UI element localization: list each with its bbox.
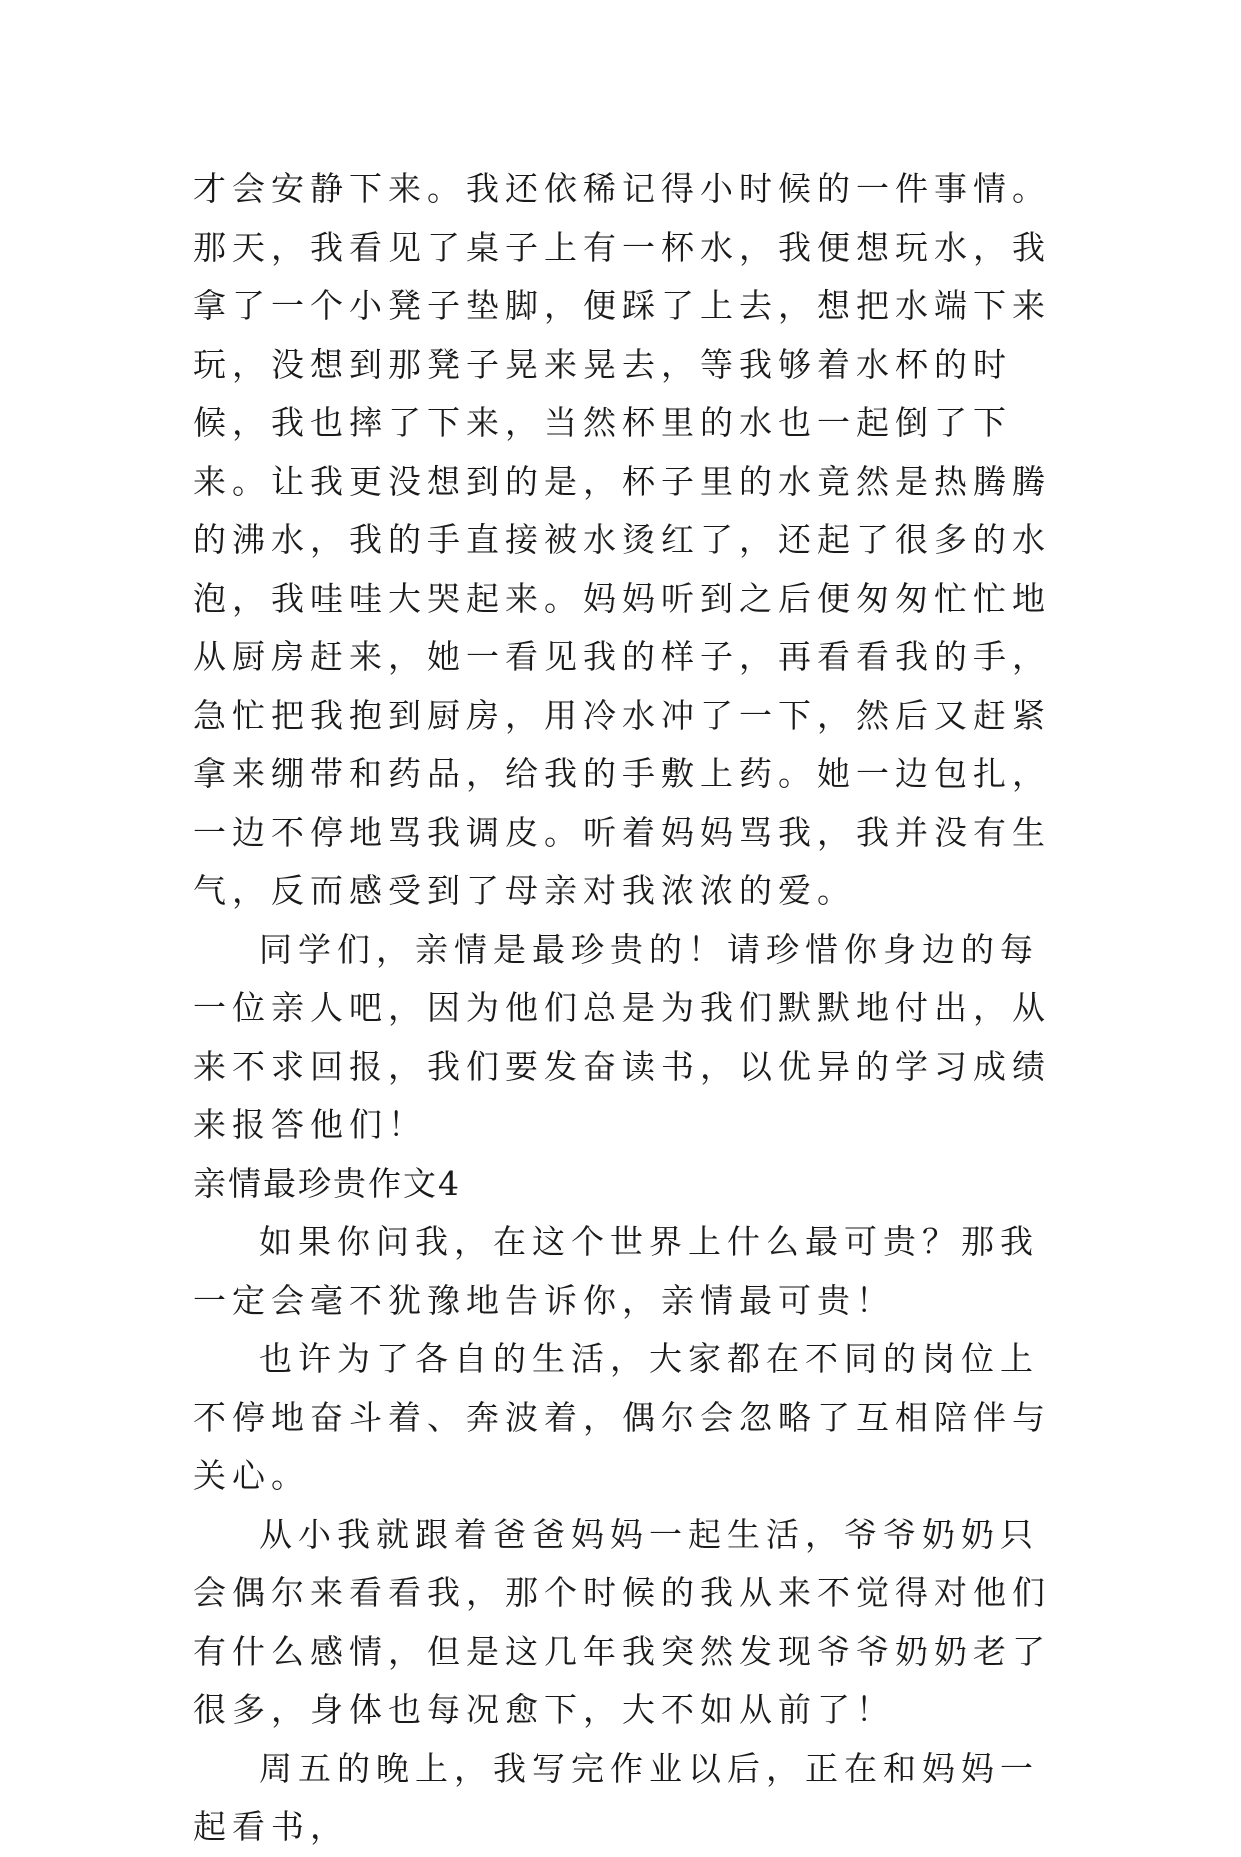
paragraph-conclusion: 同学们，亲情是最珍贵的！请珍惜你身边的每一位亲人吧，因为他们总是为我们默默地付出，从来不求回报，我们要发奋读书，以优异的学习成绩来报答他们！ — [193, 929, 1051, 1144]
paragraph-intro: 如果你问我，在这个世界上什么最可贵？那我一定会毫不犹豫地告诉你，亲情最可贵！ — [193, 1222, 1039, 1320]
paragraph-continued: 才会安静下来。我还依稀记得小时候的一件事情。那天，我看见了桌子上有一杯水，我便想玩水，我拿了一个小凳子垫脚，便踩了上去，想把水端下来玩，没想到那凳子晃来晃去，等我够着水杯的时候，我也摔了下来，当然杯里的水也一起倒了下来。让我更没想到的是，杯子里的水竟然是热腾腾的沸水，我的手直接被水烫红了，还起了很多的水泡，我哇哇大哭起来。妈妈听到之后便匆匆忙忙地从厨房赶来，她一看见我的样子，再看看我的手，急忙把我抱到厨房，用冷水冲了一下，然后又赶紧拿来绷带和药品，给我的手敷上药。她一边包扎，一边不停地骂我调皮。听着妈妈骂我，我并没有生气，反而感受到了母亲对我浓浓的爱。 — [193, 169, 1051, 910]
paragraph-third: 从小我就跟着爸爸妈妈一起生活，爷爷奶奶只会偶尔来看看我，那个时候的我从来不觉得对他们有什么感情，但是这几年我突然发现爷爷奶奶老了很多，身体也每况愈下，大不如从前了！ — [193, 1514, 1051, 1729]
essay-title: 亲情最珍贵作文4 — [193, 1163, 461, 1203]
paragraph-second: 也许为了各自的生活，大家都在不同的岗位上不停地奋斗着、奔波着，偶尔会忽略了互相陪伴与关心。 — [193, 1339, 1051, 1495]
paragraph-fourth: 周五的晚上，我写完作业以后，正在和妈妈一起看书， — [193, 1748, 1039, 1846]
essay-body — [193, 160, 1063, 1857]
